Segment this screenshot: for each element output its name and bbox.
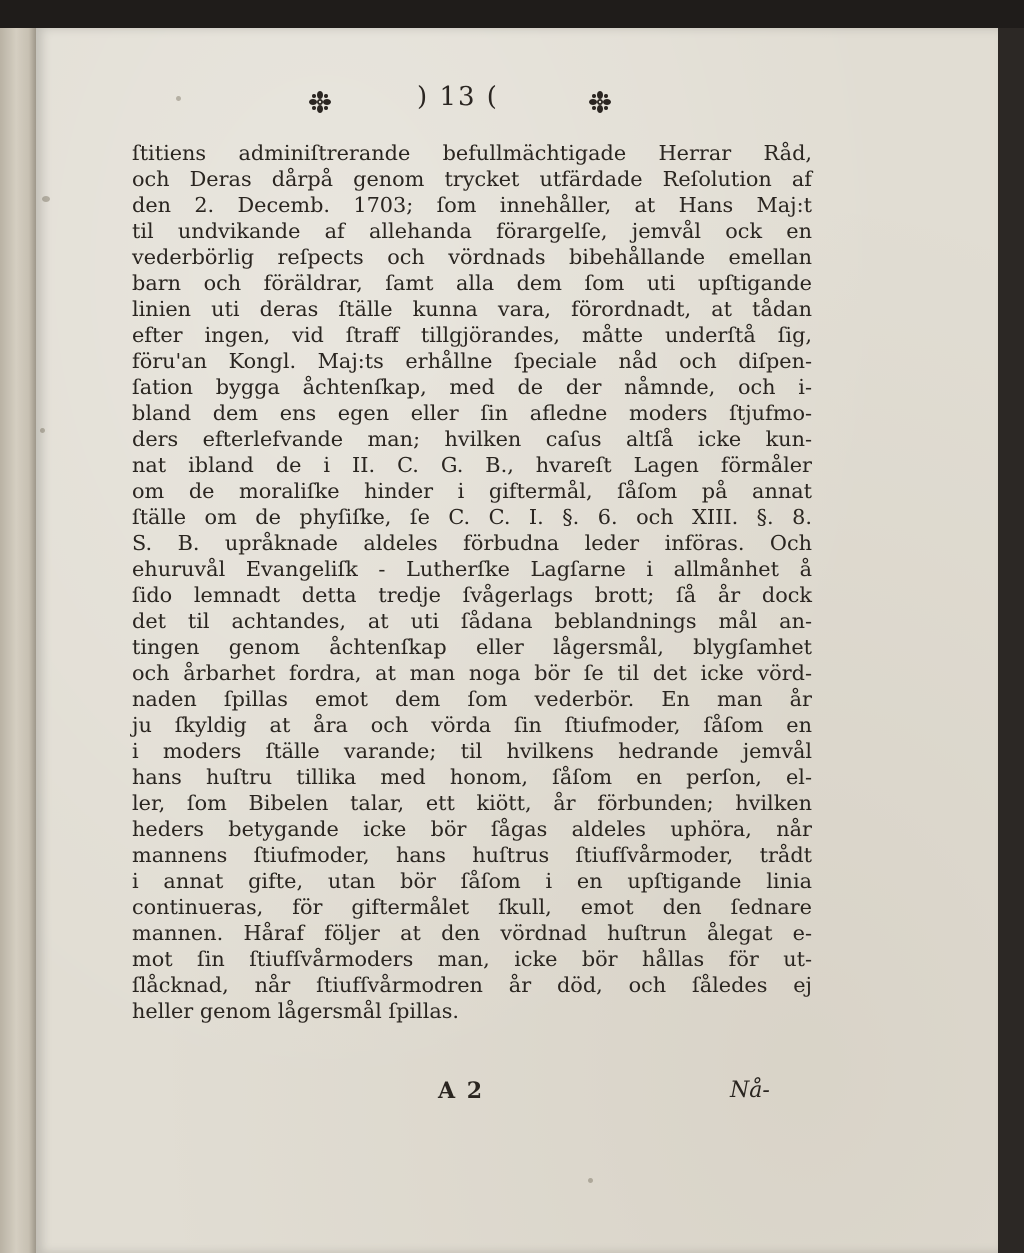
- text-line: barn och föräldrar, ſamt alla dem ſom uti upſtigande: [132, 271, 812, 295]
- page-header: [308, 80, 628, 126]
- text-line: heller genom lågersmål ſpillas.: [132, 999, 460, 1023]
- scan-background-right: [998, 28, 1024, 1253]
- floral-ornament-icon: [308, 90, 332, 114]
- text-line: ſido lemnadt detta tredje ſvågerlags brott; ſå år dock: [132, 583, 812, 607]
- text-line: det til achtandes, at uti ſådana beblandnings mål an-: [132, 609, 812, 633]
- text-line: tingen genom åchtenſkap eller lågersmål, blygſamhet: [132, 635, 812, 659]
- text-line: mannen. Håraf följer at den vördnad huſtrun ålegat e-: [132, 921, 812, 945]
- text-line: ehuruvål Evangeliſk - Lutherſke Lagſarne i allmånhet å: [132, 557, 812, 581]
- text-line: ſtitiens adminiſtrerande befullmächtigade Herrar Råd,: [132, 141, 812, 165]
- text-line: continueras, för giftermålet ſkull, emot den ſednare: [132, 895, 812, 919]
- text-line: ju ſkyldig at åra och vörda ſin ſtiufmoder, ſåſom en: [132, 713, 812, 737]
- text-line: heders betygande icke bör ſågas aldeles uphöra, når: [132, 817, 812, 841]
- paper-stain: [40, 428, 45, 433]
- text-line: S. B. upråknade aldeles förbudna leder införas. Och: [132, 531, 812, 555]
- body-text: [132, 140, 812, 1024]
- text-line: och årbarhet fordra, at man noga bör ſe til det icke vörd-: [132, 661, 812, 685]
- text-line: den 2. Decemb. 1703; ſom innehåller, at Hans Maj:t: [132, 193, 812, 217]
- page-number: ) 13 (: [417, 82, 499, 112]
- text-line: vederbörlig reſpects och vördnads bibehållande emellan: [132, 245, 812, 269]
- text-line: efter ingen, vid ſtraff tillgjörandes, måtte underſtå ſig,: [132, 323, 812, 347]
- paper-stain: [42, 196, 50, 202]
- text-line: föru'an Kongl. Maj:ts erhållne ſpeciale nåd och diſpen-: [132, 349, 812, 373]
- scan-background-top: [0, 0, 1024, 30]
- text-line: mot ſin ſtiufſvårmoders man, icke bör hållas för ut-: [132, 947, 812, 971]
- text-line: hans huſtru tillika med honom, ſåſom en perſon, el-: [132, 765, 812, 789]
- text-line: ſlåcknad, når ſtiufſvårmodren år död, och ſåledes ej: [132, 973, 812, 997]
- text-line: i moders ſtälle varande; til hvilkens hedrande jemvål: [132, 739, 812, 763]
- paper-stain: [588, 1178, 593, 1183]
- text-line: mannens ſtiufmoder, hans huſtrus ſtiufſvårmoder, trådt: [132, 843, 812, 867]
- text-line: ſtälle om de phyſiſke, ſe C. C. I. §. 6. och XIII. §. 8.: [132, 505, 812, 529]
- page-footer: [130, 1078, 820, 1108]
- paper-stain: [176, 96, 181, 101]
- text-line: ders efterlefvande man; hvilken caſus altſå icke kun-: [132, 427, 812, 451]
- text-line: ſation bygga åchtenſkap, med de der nåmnde, och i-: [132, 375, 812, 399]
- text-line: om de moraliſke hinder i giftermål, ſåſom på annat: [132, 479, 812, 503]
- signature-mark: A 2: [438, 1078, 485, 1104]
- text-line: linien uti deras ſtälle kunna vara, förordnadt, at tådan: [132, 297, 812, 321]
- text-line: bland dem ens egen eller ſin afledne moders ſtjufmo-: [132, 401, 812, 425]
- text-line: til undvikande af allehanda förargelſe, jemvål ock en: [132, 219, 812, 243]
- text-line: naden ſpillas emot dem ſom vederbör. En man år: [132, 687, 812, 711]
- text-line: nat ibland de i II. C. G. B., hvareſt Lagen förmåler: [132, 453, 812, 477]
- text-line: och Deras dårpå genom trycket utfärdade Reſolution af: [132, 167, 812, 191]
- floral-ornament-icon: [588, 90, 612, 114]
- book-binding-edge: [0, 28, 36, 1253]
- catchword: Nå-: [730, 1078, 770, 1103]
- text-line: i annat gifte, utan bör ſåſom i en upſtigande linia: [132, 869, 812, 893]
- text-line: ler, ſom Bibelen talar, ett kiött, år förbunden; hvilken: [132, 791, 812, 815]
